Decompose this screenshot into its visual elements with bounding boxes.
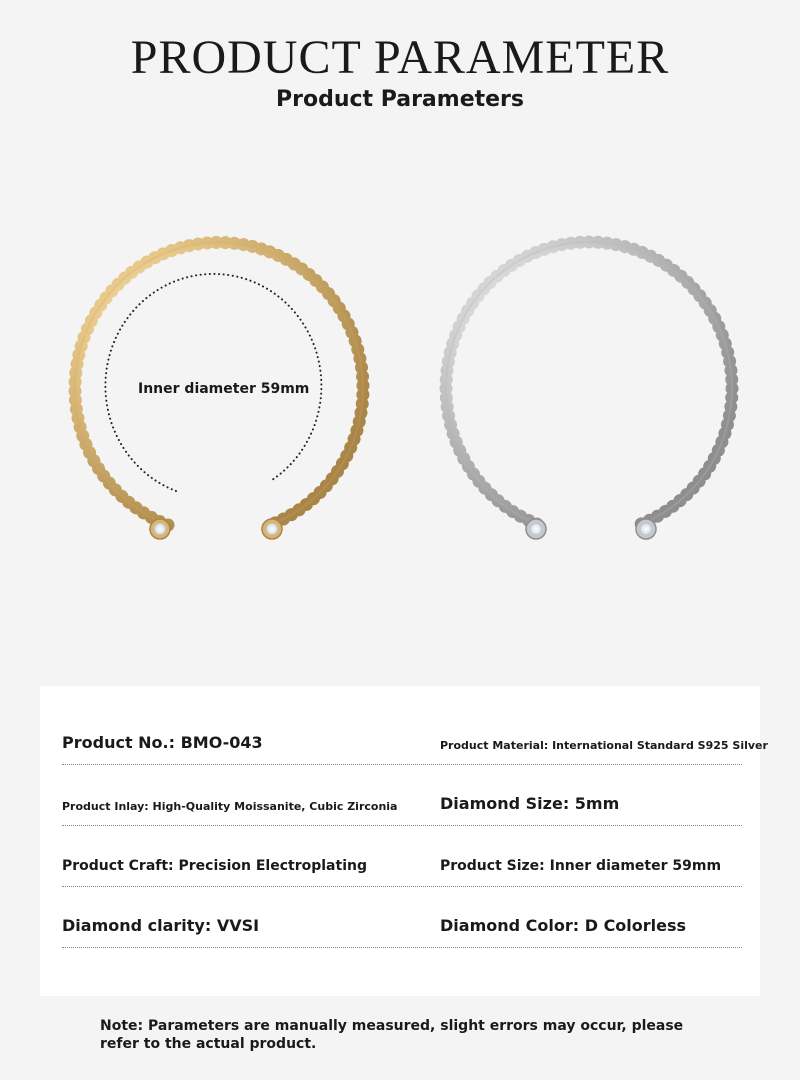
param-diamond-size: Diamond Size: 5mm: [440, 794, 620, 813]
page-subtitle: Product Parameters: [275, 87, 524, 112]
param-product-material: Product Material: International Standard S925 Silver: [440, 739, 768, 752]
page-title: PRODUCT PARAMETER: [130, 31, 670, 84]
param-product-no: Product No.: BMO-043: [62, 733, 263, 752]
param-diamond-color: Diamond Color: D Colorless: [440, 916, 687, 935]
param-row: [62, 765, 742, 826]
param-product-inlay: Product Inlay: High-Quality Moissanite, Cubic Zirconia: [62, 800, 398, 813]
param-product-size: Product Size: Inner diameter 59mm: [440, 858, 722, 874]
product-photo: [0, 230, 800, 570]
parameters-panel: [40, 686, 768, 996]
param-product-craft: Product Craft: Precision Electroplating: [62, 858, 367, 874]
param-row: [62, 704, 768, 765]
inner-diameter-label: Inner diameter 59mm: [138, 381, 310, 397]
measurement-note: Note: Parameters are manually measured, slight errors may occur, please refer to the actual product.: [100, 1018, 684, 1052]
param-row: [62, 826, 742, 887]
param-diamond-clarity: Diamond clarity: VVSI: [62, 916, 260, 935]
silver-bangle: [446, 242, 732, 539]
param-row: [62, 887, 742, 948]
